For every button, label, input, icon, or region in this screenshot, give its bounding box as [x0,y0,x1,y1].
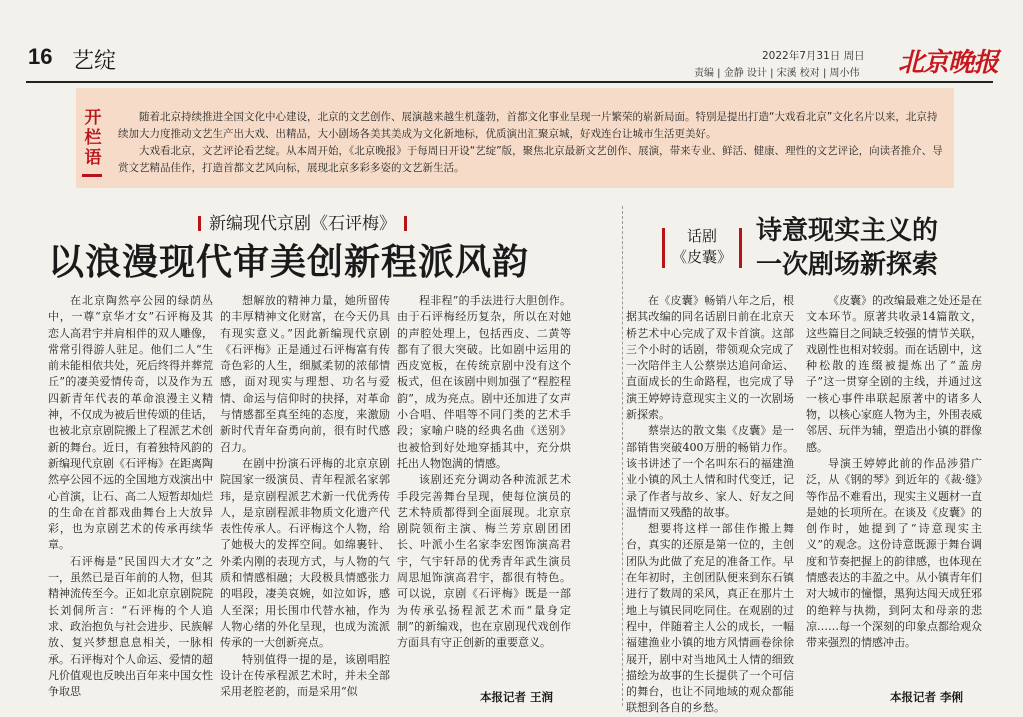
left-article-column-1 [48,293,213,701]
header-rule [26,81,993,83]
article-paragraph: 在剧中扮演石评梅的北京京剧院国家一级演员、青年程派名家郭玮，是京剧程派艺术新一代优秀传人，是京剧程派非物质文化遗产代表性传承人。石评梅这个人物，给了她极大的发挥空间。如绵裹针、外柔内刚的表现方式，与人物的气质和情感相融；大段极具情感张力的唱段，凄美哀婉，如泣如诉，感人至深；用长围巾代替水袖，作为人物心绪的外化呈现，也成为流派传承的一大创新亮点。 [220,456,390,650]
headline-line: 一次剧场新探索 [756,250,939,280]
right-article-byline: 本报记者 李俐 [890,690,964,704]
newspaper-logo: 北京晚报 [898,48,999,78]
article-paragraph: 想解放的精神力量，她所留传的丰厚精神文化财富，在今天仍具有现实意义。”因此新编现代京剧《石评梅》正是通过石评梅富有传奇色彩的人生，细腻柔韧的浓郁情感，面对现实与理想、功名与爱情、命运与信仰时的抉择，对革命与情感都至真至纯的态度，来激励新时代青年奋勇向前，很有时代感召力。 [220,294,390,454]
left-article-byline: 本报记者 王润 [480,690,554,704]
left-article-column-2 [220,293,390,701]
article-paragraph: 在《皮囊》畅销八年之后，根据其改编的同名话剧日前在北京天桥艺术中心完成了双卡首演。这部三个小时的话剧，带领观众完成了一次陪伴主人公蔡崇达追问命运、直面成长的生命路程，也完成了导演王婷婷诗意现实主义的一次剧场新探索。 [626,294,794,422]
article-paragraph: 特别值得一提的是，该剧唱腔设计在传承程派艺术时，并未全部采用老腔老韵，而是采用“似 [220,652,390,699]
intro-paragraph: 随着北京持续推进全国文化中心建设，北京的文艺创作、展演越来越生机蓬勃，首都文化事业呈现一片繁荣的崭新局面。特别是提出打造“大戏看北京”文化名片以来，北京持续加大力度推动文艺生产出大戏、出精品，大小剧场各美其美成为文化新地标，优质演出汇聚京城，好戏连台让城市生活更美好。 [118,111,938,140]
article-paragraph: 程非程”的手法进行大胆创作。由于石评梅经历复杂，所以在对她的声腔处理上，包括西皮、二黄等都有了很大突破。比如剧中运用的西皮宽板，在传统京剧中没有这个板式，但在该剧中则加强了“程腔程韵”，成为亮点。剧中还加进了女声小合唱、伴唱等不同门类的艺术手段；家喻户晓的经典名曲《送别》也被恰到好处地穿插其中，充分烘托出人物饱满的情感。 [397,294,571,470]
article-paragraph: 蔡崇达的散文集《皮囊》是一部销售突破400万册的畅销力作。该书讲述了一个名叫东石的福建渔业小镇的风土人情和时代变迁，记录了作者与故乡、家人、好友之间温情而又残酷的故事。 [626,424,794,519]
right-article-headline [756,214,938,282]
left-article-column-3 [397,293,571,679]
kicker-bar-left [662,228,665,268]
left-article-headline: 以浪漫现代审美创新程派风韵 [48,242,530,283]
column-divider [622,206,623,706]
right-article-column-2 [806,293,982,679]
kicker-bar-right [739,228,742,268]
issue-date: 2022年7月31日 周日 [762,50,865,62]
intro-label-char: 栏 [84,128,102,148]
intro-paragraph: 大戏看北京，文艺评论看艺绽。从本周开始，《北京晚报》于每周日开设“艺绽”版，聚焦北京最新文艺创作、展演，带来专业、鲜活、健康、理性的文艺评论，向读者推介、导赏文艺精品佳作，打造首都文艺风向标，展现北京多彩多姿的文艺新生活。 [118,145,943,174]
right-article-kicker [672,226,732,268]
article-paragraph: 在北京陶然亭公园的绿荫丛中，一尊“京华才女”石评梅及其恋人高君宇并肩相伴的双人雕像，常常引得游人驻足。他们二人“生前未能相依共处，死后终得并葬荒丘”的凄美爱情传奇，以及作为五四新青年代表的革命浪漫主义精神，不仅成为被后世传颂的佳话，也被北京京剧院搬上了程派艺术创新的舞台。近日，有着独特风韵的新编现代京剧《石评梅》在距离陶然亭公园不远的全国地方戏演出中心首演，让石、高二人短暂却灿烂的生命在首都戏曲舞台上大放异彩，也为京剧艺术的传承再续华章。 [48,294,213,552]
intro-label-char: 开 [84,108,102,128]
article-paragraph: 想要将这样一部佳作搬上舞台，真实的还原是第一位的，主创团队为此做了充足的准备工作。早在年初时，主创团队便来到东石镇进行了数周的采风，真正在那片土地上与镇民同吃同住。在观剧的过程中，伴随着主人公的成长，一幅福建渔业小镇的地方风情画卷徐徐展开，剧中对当地风土人情的细致描绘为故事的生长提供了一个可信的舞台，也让不同地域的观众都能联想到各自的乡愁。 [626,522,794,715]
article-paragraph: 石评梅是“民国四大才女”之一，虽然已是百年前的人物，但其精神流传至今。正如北京京剧院院长刘侗所言：“石评梅的个人追求、政治抱负与社会进步、民族解放、复兴梦想息息相关，一脉相承。石评梅对个人命运、爱情的超凡价值观也反映出百年来中国女性争取思 [48,554,213,699]
intro-label [82,108,104,168]
intro-text [118,109,944,177]
article-paragraph: 该剧还充分调动各种流派艺术手段完善舞台呈现，使每位演员的艺术特质都得到全面展现。北京京剧院领衔主演、梅兰芳京剧团团长、叶派小生名家李宏图饰演高君宇，气宇轩昂的优秀青年武生演员周思旭饰演高君宇，都很有特色。可以说，京剧《石评梅》既是一部为传承弘扬程派艺术而“量身定制”的新编戏，也在京剧现代戏创作方面具有守正创新的重要意义。 [397,473,571,650]
kicker-line: 话剧 [687,227,718,245]
editor-credits: 责编 | 金静 设计 | 宋溪 校对 | 周小伟 [694,68,860,79]
kicker-line: 《皮囊》 [672,248,733,266]
article-paragraph: 导演王婷婷此前的作品涉猎广泛，从《钢的琴》到近年的《裁·缝》等作品不难看出，现实主义题材一直是她的长项所在。在谈及《皮囊》的创作时，她提到了“诗意现实主义”的观念。这份诗意既源于舞台调度和节奏把握上的韵律感，也体现在情感表达的丰盈之中。从小镇青年们对大城市的憧憬，黑狗达闯天成狂邪的绝粹与执拗，到阿太和母亲的悲凉……每一个深刻的印象点都给观众带来强烈的情感冲击。 [806,456,982,650]
page-header [0,0,1023,79]
section-title: 艺绽 [72,49,117,74]
page-number: 16 [28,44,53,69]
intro-label-bar [82,174,102,177]
headline-line: 诗意现实主义的 [756,216,939,246]
right-article-column-1 [626,293,794,715]
intro-label-char: 语 [84,148,102,168]
left-article-kicker: 新编现代京剧《石评梅》 [190,209,415,234]
article-paragraph: 《皮囊》的改编最难之处还是在文本环节。原著共收录14篇散文，这些篇目之间缺乏较强的情节关联，戏剧性也相对较弱。而在话剧中，这种松散的连缀被提炼出了“盖房子”这一贯穿全剧的主线，并通过这一核心事件串联起原著中的诸多人物，以核心家庭人物为主，外围表威邻居、玩伴为辅，塑造出小镇的群像感。 [806,294,982,454]
